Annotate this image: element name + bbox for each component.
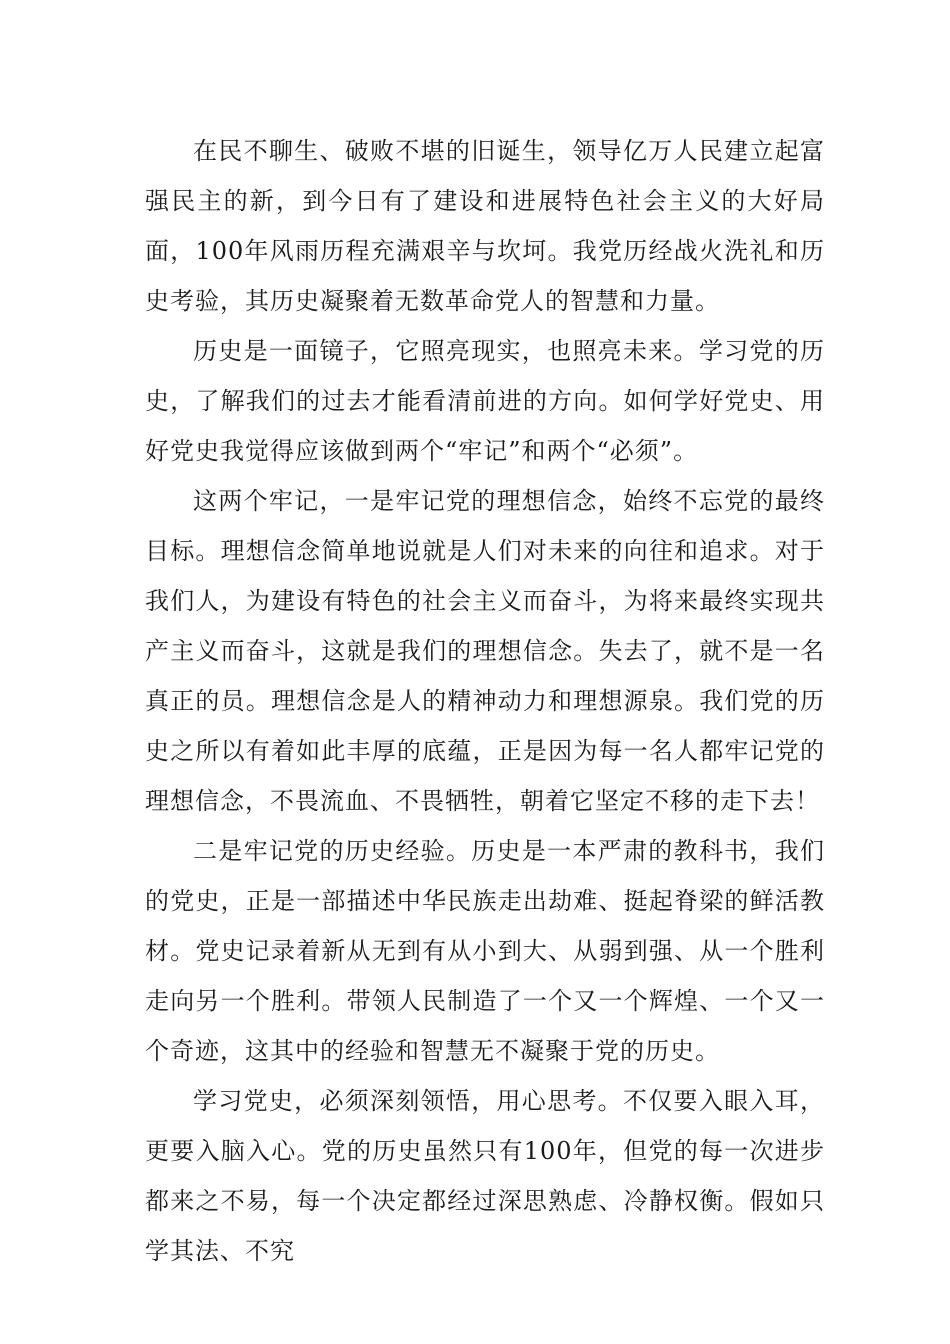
paragraph-2: 历史是一面镜子，它照亮现实，也照亮未来。学习党的历史，了解我们的过去才能看清前进的方向。如何学好党史、用好党史我觉得应该做到两个“牢记”和两个“必须”。	[145, 337, 825, 465]
document-body	[145, 126, 825, 1276]
paragraph-1: 在民不聊生、破败不堪的旧诞生，领导亿万人民建立起富强民主的新，到今日有了建设和进展特色社会主义的大好局面，100年风雨历程充满艰辛与坎坷。我党历经战火洗礼和历史考验，其历史凝聚着无数革命党人的智慧和力量。	[145, 137, 825, 315]
paragraph-5: 学习党史，必须深刻领悟，用心思考。不仅要入眼入耳，更要入脑入心。党的历史虽然只有100年，但党的每一次进步都来之不易，每一个决定都经过深思熟虑、冷静权衡。假如只学其法、不究	[145, 1087, 825, 1265]
paragraph-3: 这两个牢记，一是牢记党的理想信念，始终不忘党的最终目标。理想信念简单地说就是人们对未来的向往和追求。对于我们人，为建设有特色的社会主义而奋斗，为将来最终实现共产主义而奋斗，这就是我们的理想信念。失去了，就不是一名真正的员。理想信念是人的精神动力和理想源泉。我们党的历史之所以有着如此丰厚的底蕴，正是因为每一名人都牢记党的理想信念，不畏流血、不畏牺牲，朝着它坚定不移的走下去！	[145, 487, 825, 815]
paragraph-4: 二是牢记党的历史经验。历史是一本严肃的教科书，我们的党史，正是一部描述中华民族走出劫难、挺起脊梁的鲜活教材。党史记录着新从无到有从小到大、从弱到强、从一个胜利走向另一个胜利。带领人民制造了一个又一个辉煌、一个又一个奇迹，这其中的经验和智慧无不凝聚于党的历史。	[145, 837, 825, 1065]
